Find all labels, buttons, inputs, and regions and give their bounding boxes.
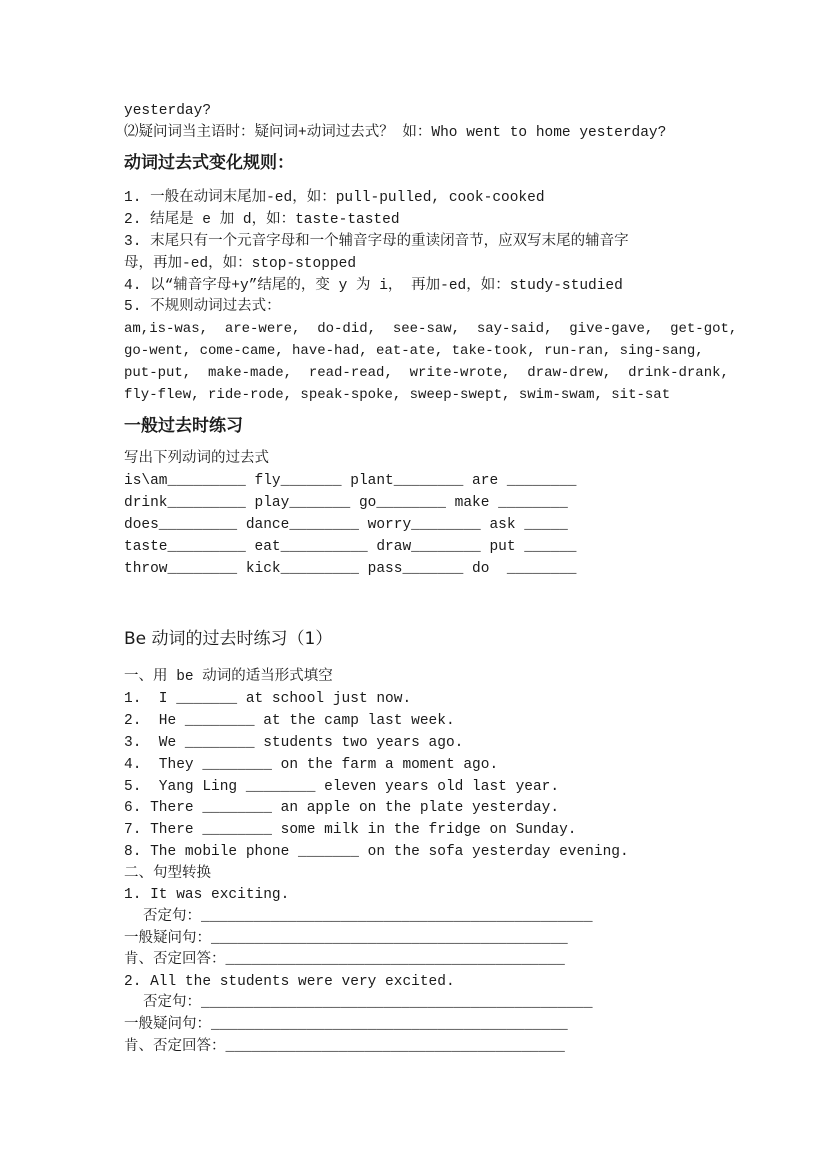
fill-item: 1. I _______ at school just now. xyxy=(124,691,412,707)
question-line: 一般疑问句：_________________________________________ xyxy=(124,1017,568,1033)
question-line: 一般疑问句：_________________________________________ xyxy=(124,931,568,947)
answer-line: 肯、否定回答：_______________________________________ xyxy=(124,952,565,968)
blank-row: is\am_________ fly_______ plant________ are ________ xyxy=(124,473,577,489)
transform-sentence: 1. It was exciting. xyxy=(124,887,290,903)
intro-line: yesterday? xyxy=(124,103,212,119)
fill-item: 2. He ________ at the camp last week. xyxy=(124,713,455,729)
irregular-verbs: put-put, make-made, read-read, write-wrote, draw-drew, drink-drank, xyxy=(124,365,729,381)
blank-row: drink_________ play_______ go________ make ________ xyxy=(124,495,568,511)
rule-line: 5. 不规则动词过去式： xyxy=(124,299,281,315)
blank-row: throw________ kick_________ pass_______ do ________ xyxy=(124,561,577,577)
negative-line: 否定句：_____________________________________________ xyxy=(143,995,593,1011)
negative-line: 否定句：_____________________________________________ xyxy=(143,909,593,925)
rule-line: 2. 结尾是 e 加 d，如：taste-tasted xyxy=(124,212,400,228)
fill-item: 7. There ________ some milk in the fridge on Sunday. xyxy=(124,822,577,838)
blank-row: does_________ dance________ worry________ ask _____ xyxy=(124,517,568,533)
fill-item: 6. There ________ an apple on the plate yesterday. xyxy=(124,800,560,816)
fill-item: 3. We ________ students two years ago. xyxy=(124,735,464,751)
intro-line: ⑵疑问词当主语时：疑问词+动词过去式？ 如：Who went to home yesterday? xyxy=(124,125,667,141)
irregular-verbs: am,is-was, are-were, do-did, see-saw, say-said, give-gave, get-got, xyxy=(124,321,738,337)
section-title: 二、句型转换 xyxy=(124,866,211,882)
answer-line: 肯、否定回答：_______________________________________ xyxy=(124,1039,565,1055)
rule-line: 母，再加-ed，如：stop-stopped xyxy=(124,256,357,272)
blank-row: taste_________ eat__________ draw________ put ______ xyxy=(124,539,577,555)
be-heading: Be 动词的过去时练习（1） xyxy=(124,629,333,649)
irregular-verbs: go-went, come-came, have-had, eat-ate, take-took, run-ran, sing-sang, xyxy=(124,343,704,359)
practice-heading: 一般过去时练习 xyxy=(124,416,243,436)
practice-instruction: 写出下列动词的过去式 xyxy=(124,451,269,467)
fill-item: 5. Yang Ling ________ eleven years old last year. xyxy=(124,779,560,795)
rule-line: 1. 一般在动词末尾加-ed，如：pull-pulled, cook-cooked xyxy=(124,190,545,206)
rules-heading: 动词过去式变化规则： xyxy=(124,153,294,173)
section-title: 一、用 be 动词的适当形式填空 xyxy=(124,669,333,685)
rule-line: 3. 末尾只有一个元音字母和一个辅音字母的重读闭音节，应双写末尾的辅音字 xyxy=(124,234,629,250)
fill-item: 8. The mobile phone _______ on the sofa yesterday evening. xyxy=(124,844,629,860)
rule-line: 4. 以“辅音字母+y”结尾的，变 y 为 i， 再加-ed，如：study-studied xyxy=(124,278,623,294)
irregular-verbs: fly-flew, ride-rode, speak-spoke, sweep-swept, swim-swam, sit-sat xyxy=(124,387,671,403)
transform-sentence: 2. All the students were very excited. xyxy=(124,974,455,990)
fill-item: 4. They ________ on the farm a moment ago. xyxy=(124,757,499,773)
